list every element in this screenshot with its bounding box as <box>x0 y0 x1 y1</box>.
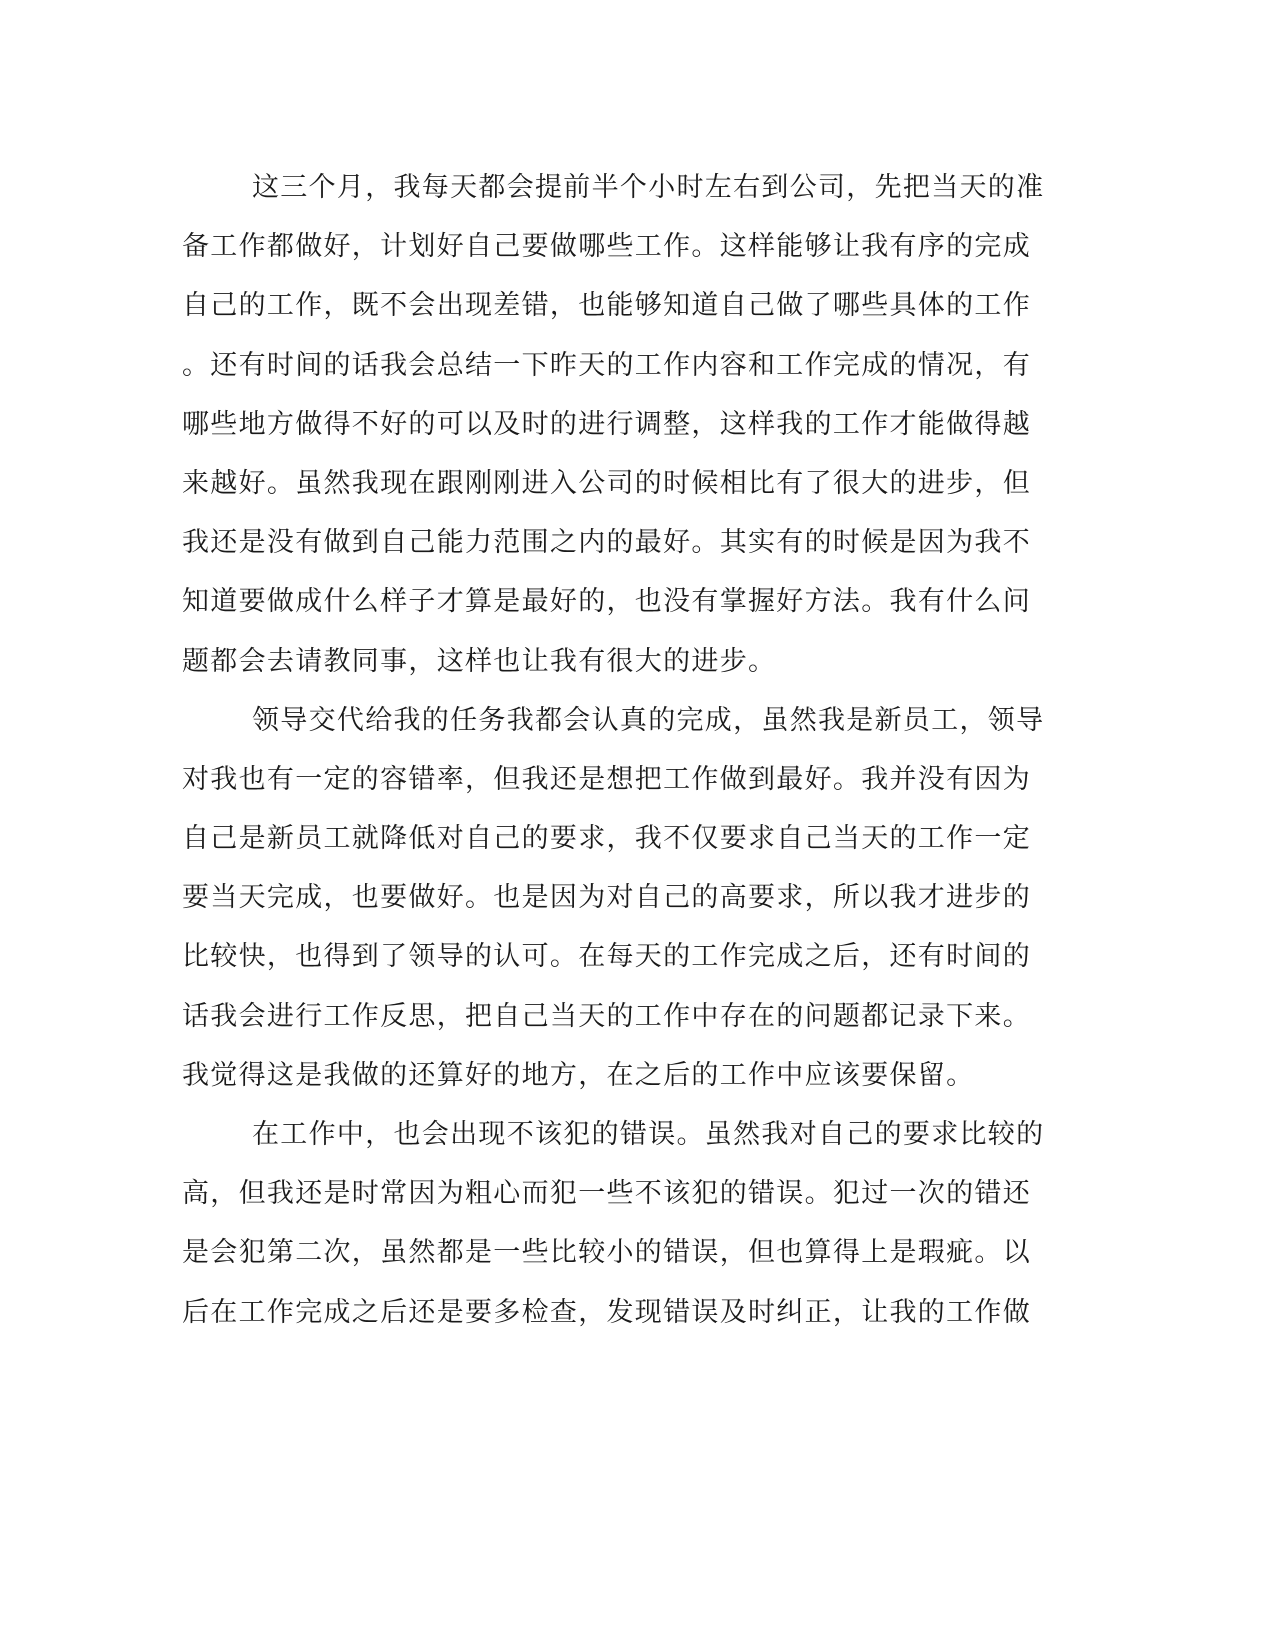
text-line: 后在工作完成之后还是要多检查，发现错误及时纠正，让我的工作做 <box>182 1296 1031 1328</box>
text-line: 要当天完成，也要做好。也是因为对自己的高要求，所以我才进步的 <box>182 882 1031 914</box>
text-line: 比较快，也得到了领导的认可。在每天的工作完成之后，还有时间的 <box>182 941 1031 973</box>
text-line: 来越好。虽然我现在跟刚刚进入公司的时候相比有了很大的进步，但 <box>182 467 1031 499</box>
text-line: 对我也有一定的容错率，但我还是想把工作做到最好。我并没有因为 <box>182 763 1031 795</box>
text-line: 在工作中，也会出现不该犯的错误。虽然我对自己的要求比较的 <box>252 1119 1045 1150</box>
text-line: 高，但我还是时常因为粗心而犯一些不该犯的错误。犯过一次的错还 <box>182 1178 1031 1210</box>
paragraph-3 <box>182 1105 1045 1342</box>
text-line: 是会犯第二次，虽然都是一些比较小的错误，但也算得上是瑕疵。以 <box>182 1237 1031 1269</box>
text-line: 。还有时间的话我会总结一下昨天的工作内容和工作完成的情况，有 <box>182 349 1031 381</box>
paragraph-1 <box>182 158 1045 691</box>
text-line: 知道要做成什么样子才算是最好的，也没有掌握好方法。我有什么问 <box>182 586 1031 618</box>
text-line: 这三个月，我每天都会提前半个小时左右到公司，先把当天的准 <box>252 172 1045 203</box>
text-line: 自己的工作，既不会出现差错，也能够知道自己做了哪些具体的工作 <box>182 290 1031 322</box>
text-line: 我还是没有做到自己能力范围之内的最好。其实有的时候是因为我不 <box>182 527 1031 559</box>
text-line: 我觉得这是我做的还算好的地方，在之后的工作中应该要保留。 <box>182 1059 975 1091</box>
text-line: 领导交代给我的任务我都会认真的完成，虽然我是新员工，领导 <box>252 704 1045 736</box>
paragraph-2 <box>182 691 1045 1105</box>
document-body <box>182 158 1045 1342</box>
text-line: 话我会进行工作反思，把自己当天的工作中存在的问题都记录下来。 <box>182 1000 1031 1032</box>
text-line: 题都会去请教同事，这样也让我有很大的进步。 <box>182 645 777 677</box>
text-line: 自己是新员工就降低对自己的要求，我不仅要求自己当天的工作一定 <box>182 823 1031 855</box>
text-line: 备工作都做好，计划好自己要做哪些工作。这样能够让我有序的完成 <box>182 231 1031 263</box>
text-line: 哪些地方做得不好的可以及时的进行调整，这样我的工作才能做得越 <box>182 408 1031 440</box>
